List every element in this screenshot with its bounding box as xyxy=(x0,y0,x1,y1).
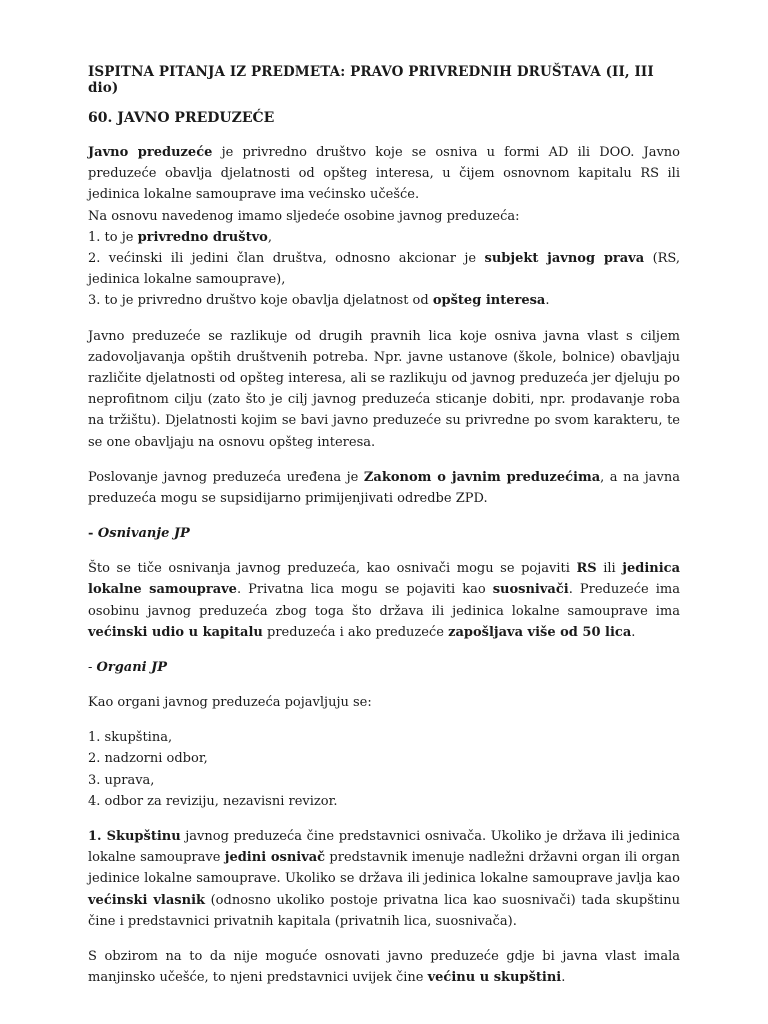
emphasis: 1. Skupštinu xyxy=(88,829,181,845)
paragraph-assembly xyxy=(88,826,680,932)
item-text: . xyxy=(545,293,550,309)
paragraph-text: . xyxy=(631,624,636,640)
label-dash: - xyxy=(88,526,98,542)
item-text: (RS, jedinica lokalne samouprave), xyxy=(88,251,681,288)
document-title: ISPITNA PITANJA IZ PREDMETA: PRAVO PRIVREDNIH DRUŠTAVA (II, III dio) xyxy=(88,64,654,96)
item-text: 2. većinski ili jedini član društva, odnosno akcionar je xyxy=(88,251,485,267)
item-emphasis: privredno društvo xyxy=(137,229,268,245)
paragraph-text: Poslovanje javnog preduzeća uređena je xyxy=(88,469,364,485)
emphasis: većinski vlasnik xyxy=(88,892,206,908)
label-dash: - xyxy=(88,660,97,676)
emphasis: RS xyxy=(576,561,597,577)
paragraph-text: (odnosno ukoliko postoje privatna lica kao suosnivači) tada skupštinu čine i predstavnici privatnih kapitala (privatnih lica, suosnivača). xyxy=(88,892,680,929)
paragraph-properties-intro: Na osnovu navedenog imamo sljedeće osobine javnog preduzeća: xyxy=(88,208,520,224)
paragraph-text: S obzirom na to da nije moguće osnovati javno preduzeće gdje bi javna vlast imala manjinsko učešće, to njeni predstavnici uvijek čine xyxy=(88,949,680,986)
emphasis: jedini osnivač xyxy=(224,850,326,866)
term-javno-preduzece: Javno preduzeće xyxy=(88,145,213,160)
paragraph-distinction: Javno preduzeće se razlikuje od drugih pravnih lica koje osniva javna vlast s ciljem zadovoljavanja opštih društvenih potreba. Npr. javne ustanove (škole, bolnice) obavljaju različite djelatnosti od opšteg interesa, ali se razlikuju od javnog preduzeća jer djeluju po neprofitnom cilju (zato što je cilj javnog preduzeća sticanje dobiti, npr. prodavanje roba na tržištu). Djelatnosti kojim se bavi javno preduzeće su privredne po svom karakteru, te se one obavljaju na osnovu opšteg interesa. xyxy=(88,328,680,450)
paragraph-text: , a na javna preduzeća mogu se supsidijarno primijenjivati odredbe ZPD. xyxy=(88,469,681,507)
label-text: Osnivanje JP xyxy=(97,526,190,542)
list-item: 2. nadzorni odbor, xyxy=(88,751,208,767)
emphasis: jedinica lokalne samouprave xyxy=(88,561,680,598)
emphasis: većinski udio u kapitalu xyxy=(88,624,263,640)
subsection-label-osnivanje xyxy=(88,523,680,544)
item-emphasis: subjekt javnog prava xyxy=(484,251,645,267)
organs-list xyxy=(88,727,680,812)
subsection-label-organi xyxy=(88,657,680,678)
paragraph-text: . Preduzeće ima osobinu javnog preduzeća zbog toga što država ili jedinica lokalne samouprave ima xyxy=(88,582,680,619)
paragraph-majority xyxy=(88,946,680,988)
item-text: 1. to je xyxy=(88,229,138,245)
emphasis: većinu u skupštini xyxy=(427,970,562,986)
paragraph-text: . xyxy=(561,970,566,986)
property-item-2 xyxy=(88,248,680,290)
emphasis: suosnivači xyxy=(492,582,569,598)
section-heading: 60. JAVNO PREDUZEĆE xyxy=(88,110,275,126)
paragraph-founding xyxy=(88,558,680,643)
label-text: Organi JP xyxy=(96,660,168,676)
paragraph-legal-basis xyxy=(88,467,680,509)
paragraph-text: ili xyxy=(596,561,623,577)
paragraph-text: Što se tiče osnivanja javnog preduzeća, kao osnivači mogu se pojaviti xyxy=(88,561,577,577)
list-item: 1. skupština, xyxy=(88,730,173,746)
property-item-1 xyxy=(88,227,680,248)
emphasis: zapošljava više od 50 lica xyxy=(448,624,632,640)
paragraph-text: predstavnik imenuje nadležni državni organ ili organ jedinice lokalne samouprave. Ukoliko se država ili jedinica lokalne samouprave javlja kao xyxy=(88,850,680,887)
item-emphasis: opšteg interesa xyxy=(432,293,546,309)
paragraph-text: je privredno društvo koje se osniva u formi AD ili DOO. Javno preduzeće obavlja djelatnosti od opšteg interesa, u čijem osnovnom kapitalu RS ili jedinica lokalne samouprave ima većinsko učešće. xyxy=(88,145,681,203)
list-item: 3. uprava, xyxy=(88,772,155,788)
paragraph-organs-intro: Kao organi javnog preduzeća pojavljuju se: xyxy=(88,695,372,711)
paragraph-text: preduzeća i ako preduzeće xyxy=(262,624,449,640)
paragraph-text: javnog preduzeća čine predstavnici osnivača. Ukoliko je država ili jedinica lokalne samouprave xyxy=(88,829,680,866)
item-text: , xyxy=(267,229,272,245)
paragraph-definition xyxy=(88,142,680,206)
law-name: Zakonom o javnim preduzećima xyxy=(363,469,601,485)
paragraph-text: . Privatna lica mogu se pojaviti kao xyxy=(236,582,493,598)
item-text: 3. to je privredno društvo koje obavlja djelatnost od xyxy=(88,293,433,309)
property-item-3 xyxy=(88,290,680,311)
list-item: 4. odbor za reviziju, nezavisni revizor. xyxy=(88,793,338,809)
